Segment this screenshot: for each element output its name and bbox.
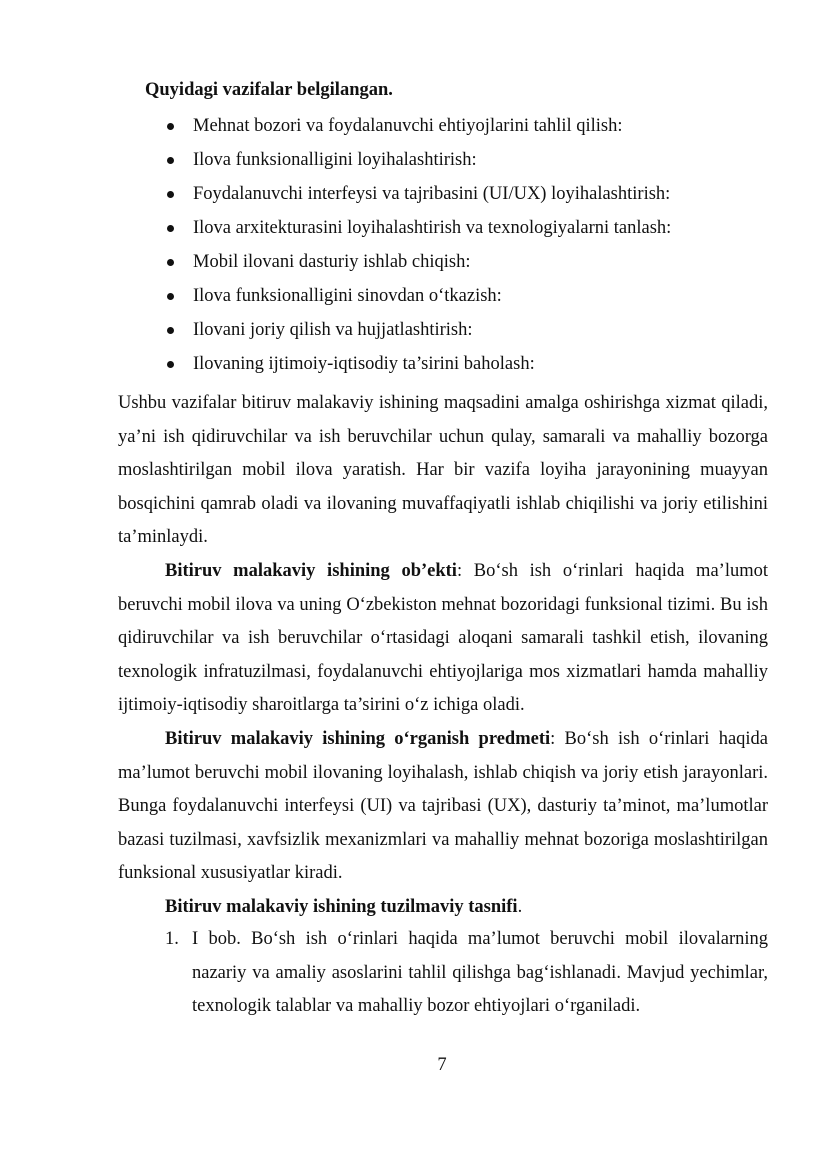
chapter-text: I bob. Bo‘sh ish o‘rinlari haqida ma’lumot beruvchi mobil ilovalarning nazariy va amaliy asoslarini tahlil qilishga bag‘ishlanadi. Mavjud yechimlar, texnologik talablar va mahalliy bozor ehtiyojlari o‘rganiladi. [192, 929, 768, 1016]
page-number: 7 [437, 1055, 447, 1075]
bullet-text: Ilova arxitekturasini loyihalashtirish va texnologiyalarni tanlash: [193, 218, 672, 238]
bullet-icon [167, 327, 174, 334]
bullet-icon [167, 225, 174, 232]
structure-paragraph [118, 891, 768, 925]
bullet-item [163, 250, 783, 284]
tasks-bullet-list [163, 114, 783, 386]
bullet-icon [167, 191, 174, 198]
bullet-icon [167, 259, 174, 266]
structure-suffix: . [517, 897, 523, 917]
bullet-item [163, 182, 783, 216]
chapter-list [165, 923, 768, 1024]
bullet-icon [167, 157, 174, 164]
bullet-text: Ilova funksionalligini sinovdan o‘tkazish: [193, 286, 502, 306]
bullet-item [163, 148, 783, 182]
bullet-item [163, 284, 783, 318]
bullet-text: Ilova funksionalligini loyihalashtirish: [193, 150, 477, 170]
bullet-item [163, 114, 783, 148]
bullet-text: Foydalanuvchi interfeysi va tajribasini (UI/UX) loyihalashtirish: [193, 184, 671, 204]
bullet-text: Ilovaning ijtimoiy-iqtisodiy ta’sirini baholash: [193, 354, 535, 374]
bullet-text: Mobil ilovani dasturiy ishlab chiqish: [193, 252, 471, 272]
chapter-number: 1. [165, 929, 179, 949]
object-label: Bitiruv malakaviy ishining ob’ekti [165, 561, 457, 581]
summary-paragraph: Ushbu vazifalar bitiruv malakaviy ishining maqsadini amalga oshirishga xizmat qiladi, ya’ni ish qidiruvchilar va ish beruvchilar uchun qulay, samarali va mahalliy bozorga moslashtirilgan mobil ilova yaratish. Har bir vazifa loyiha jarayonining muayyan bosqichini qamrab oladi va ilovaning muvaffaqiyatli ishlab chiqilishi va joriy etilishini ta’minlaydi. [118, 393, 768, 547]
subject-text: : Bo‘sh ish o‘rinlari haqida ma’lumot beruvchi mobil ilovaning loyihalash, ishlab chiqish va joriy etish jarayonlari. Bunga foydalanuvchi interfeysi (UI) va tajribasi (UX), dasturiy ta’minot, ma’lumotlar bazasi tuzilmasi, xavfsizlik mexanizmlari va mahalliy mehnat bozoriga moslashtirilgan funksional xususiyatlar kiradi. [118, 729, 769, 883]
subject-paragraph [118, 723, 768, 891]
object-paragraph [118, 555, 768, 723]
chapter-item [165, 923, 768, 1024]
bullet-icon [167, 293, 174, 300]
bullet-item [163, 318, 783, 352]
bullet-icon [167, 123, 174, 130]
bullet-item [163, 352, 783, 386]
bullet-text: Ilovani joriy qilish va hujjatlashtirish: [193, 320, 473, 340]
bullet-text: Mehnat bozori va foydalanuvchi ehtiyojlarini tahlil qilish: [193, 116, 623, 136]
bullet-item [163, 216, 783, 250]
object-text: : Bo‘sh ish o‘rinlari haqida ma’lumot beruvchi mobil ilova va uning O‘zbekiston mehnat bozoridagi funksional tizimi. Bu ish qidiruvchilar va ish beruvchilar o‘rtasidagi aloqani samarali tashkil etish, ilovaning texnologik infratuzilmasi, foydalanuvchi ehtiyojlariga mos xizmatlari hamda mahalliy ijtimoiy-iqtisodiy sharoitlarga ta’sirini o‘z ichiga oladi. [118, 561, 768, 715]
tasks-heading: Quyidagi vazifalar belgilangan. [145, 80, 393, 100]
subject-label: Bitiruv malakaviy ishining o‘rganish predmeti [165, 729, 551, 749]
structure-label: Bitiruv malakaviy ishining tuzilmaviy tasnifi [165, 897, 518, 917]
bullet-icon [167, 361, 174, 368]
